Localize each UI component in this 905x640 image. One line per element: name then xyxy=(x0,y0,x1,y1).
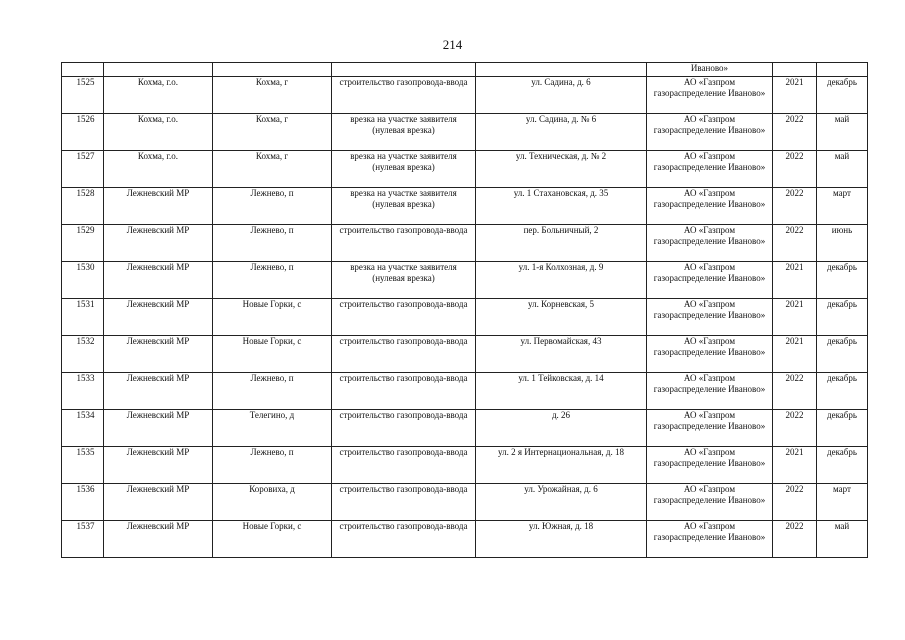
cell-year: 2021 xyxy=(773,299,817,336)
cell-locality: Коровиха, д xyxy=(213,484,332,521)
cell-number: 1530 xyxy=(62,262,104,299)
cell-address: д. 26 xyxy=(476,410,647,447)
cell-address: ул. Урожайная, д. 6 xyxy=(476,484,647,521)
cell-month: декабрь xyxy=(817,299,868,336)
cell-number: 1529 xyxy=(62,225,104,262)
cell-year: 2022 xyxy=(773,521,817,558)
cell-year: 2022 xyxy=(773,484,817,521)
cell-month: март xyxy=(817,484,868,521)
gas-connection-table xyxy=(61,62,868,558)
cell-district: Лежневский МР xyxy=(104,188,213,225)
cell-address: ул. 1 Стахановская, д. 35 xyxy=(476,188,647,225)
cell-address: ул. Южная, д. 18 xyxy=(476,521,647,558)
cell-month: май xyxy=(817,151,868,188)
cell-locality: Телегино, д xyxy=(213,410,332,447)
cell-number: 1533 xyxy=(62,373,104,410)
cell-number: 1528 xyxy=(62,188,104,225)
cell-locality: Лежнево, п xyxy=(213,225,332,262)
cell-month: декабрь xyxy=(817,77,868,114)
cell-district: Лежневский МР xyxy=(104,299,213,336)
cell-locality: Кохма, г xyxy=(213,77,332,114)
cell-organization: АО «Газпром газораспределение Иваново» xyxy=(647,262,773,299)
cell-year: 2021 xyxy=(773,447,817,484)
cell-work-type: строительство газопровода-ввода xyxy=(332,225,476,262)
cell-address: ул. Корневская, 5 xyxy=(476,299,647,336)
cell-address: ул. 2 я Интернациональная, д. 18 xyxy=(476,447,647,484)
cell-year: 2022 xyxy=(773,151,817,188)
cell-month: декабрь xyxy=(817,447,868,484)
cell-year: 2021 xyxy=(773,336,817,373)
cell-number: 1536 xyxy=(62,484,104,521)
cell-district: Кохма, г.о. xyxy=(104,114,213,151)
table-row xyxy=(62,521,868,558)
table-row xyxy=(62,336,868,373)
continuation-row xyxy=(62,63,868,77)
cell-organization: АО «Газпром газораспределение Иваново» xyxy=(647,373,773,410)
cell-number: 1534 xyxy=(62,410,104,447)
cell-number: 1532 xyxy=(62,336,104,373)
cell-organization: АО «Газпром газораспределение Иваново» xyxy=(647,336,773,373)
cell-month: декабрь xyxy=(817,336,868,373)
table-row xyxy=(62,114,868,151)
cell-number xyxy=(62,63,104,77)
cell-organization: АО «Газпром газораспределение Иваново» xyxy=(647,447,773,484)
cell-address: ул. Первомайская, 43 xyxy=(476,336,647,373)
cell-work-type: строительство газопровода-ввода xyxy=(332,447,476,484)
cell-locality: Новые Горки, с xyxy=(213,521,332,558)
table-row xyxy=(62,225,868,262)
table-row xyxy=(62,188,868,225)
cell-work-type: врезка на участке заявителя (нулевая врезка) xyxy=(332,151,476,188)
cell-month: июнь xyxy=(817,225,868,262)
cell-work-type: врезка на участке заявителя (нулевая врезка) xyxy=(332,114,476,151)
cell-organization: АО «Газпром газораспределение Иваново» xyxy=(647,410,773,447)
cell-month: май xyxy=(817,521,868,558)
cell-number: 1526 xyxy=(62,114,104,151)
table-body xyxy=(62,63,868,558)
cell-district: Лежневский МР xyxy=(104,447,213,484)
cell-locality: Лежнево, п xyxy=(213,373,332,410)
table-row xyxy=(62,262,868,299)
cell-district: Кохма, г.о. xyxy=(104,151,213,188)
cell-organization: АО «Газпром газораспределение Иваново» xyxy=(647,151,773,188)
cell-work-type: строительство газопровода-ввода xyxy=(332,373,476,410)
cell-work-type: строительство газопровода-ввода xyxy=(332,77,476,114)
table-row xyxy=(62,484,868,521)
cell-work-type: строительство газопровода-ввода xyxy=(332,521,476,558)
cell-district: Лежневский МР xyxy=(104,262,213,299)
cell-locality: Лежнево, п xyxy=(213,188,332,225)
cell-locality: Новые Горки, с xyxy=(213,299,332,336)
table-row xyxy=(62,151,868,188)
cell-district: Лежневский МР xyxy=(104,521,213,558)
cell-address: ул. 1 Тейковская, д. 14 xyxy=(476,373,647,410)
cell-district xyxy=(104,63,213,77)
cell-district: Кохма, г.о. xyxy=(104,77,213,114)
cell-year: 2022 xyxy=(773,188,817,225)
cell-work-type: строительство газопровода-ввода xyxy=(332,410,476,447)
cell-number: 1531 xyxy=(62,299,104,336)
cell-number: 1527 xyxy=(62,151,104,188)
cell-work-type xyxy=(332,63,476,77)
cell-address: ул. Садина, д. 6 xyxy=(476,77,647,114)
cell-year xyxy=(773,63,817,77)
cell-number: 1535 xyxy=(62,447,104,484)
cell-locality: Кохма, г xyxy=(213,114,332,151)
cell-district: Лежневский МР xyxy=(104,225,213,262)
table-row xyxy=(62,410,868,447)
cell-organization: АО «Газпром газораспределение Иваново» xyxy=(647,188,773,225)
table-row xyxy=(62,299,868,336)
page-number: 214 xyxy=(442,37,463,52)
cell-locality: Лежнево, п xyxy=(213,447,332,484)
cell-locality: Новые Горки, с xyxy=(213,336,332,373)
cell-locality xyxy=(213,63,332,77)
cell-number: 1525 xyxy=(62,77,104,114)
cell-year: 2021 xyxy=(773,262,817,299)
cell-month: декабрь xyxy=(817,410,868,447)
cell-organization: Иваново» xyxy=(647,63,773,77)
cell-organization: АО «Газпром газораспределение Иваново» xyxy=(647,225,773,262)
cell-locality: Лежнево, п xyxy=(213,262,332,299)
cell-address: ул. Техническая, д. № 2 xyxy=(476,151,647,188)
table-row xyxy=(62,447,868,484)
table-row xyxy=(62,77,868,114)
cell-work-type: строительство газопровода-ввода xyxy=(332,484,476,521)
cell-month: март xyxy=(817,188,868,225)
cell-district: Лежневский МР xyxy=(104,484,213,521)
cell-year: 2022 xyxy=(773,225,817,262)
cell-work-type: врезка на участке заявителя (нулевая врезка) xyxy=(332,262,476,299)
cell-district: Лежневский МР xyxy=(104,336,213,373)
cell-work-type: врезка на участке заявителя (нулевая врезка) xyxy=(332,188,476,225)
cell-year: 2021 xyxy=(773,77,817,114)
cell-organization: АО «Газпром газораспределение Иваново» xyxy=(647,484,773,521)
cell-district: Лежневский МР xyxy=(104,373,213,410)
cell-address: пер. Больничный, 2 xyxy=(476,225,647,262)
cell-month: декабрь xyxy=(817,262,868,299)
cell-address: ул. 1-я Колхозная, д. 9 xyxy=(476,262,647,299)
cell-year: 2022 xyxy=(773,114,817,151)
cell-district: Лежневский МР xyxy=(104,410,213,447)
cell-organization: АО «Газпром газораспределение Иваново» xyxy=(647,521,773,558)
cell-work-type: строительство газопровода-ввода xyxy=(332,299,476,336)
cell-locality: Кохма, г xyxy=(213,151,332,188)
cell-month xyxy=(817,63,868,77)
cell-organization: АО «Газпром газораспределение Иваново» xyxy=(647,299,773,336)
cell-organization: АО «Газпром газораспределение Иваново» xyxy=(647,77,773,114)
cell-year: 2022 xyxy=(773,373,817,410)
cell-number: 1537 xyxy=(62,521,104,558)
cell-month: декабрь xyxy=(817,373,868,410)
cell-month: май xyxy=(817,114,868,151)
cell-year: 2022 xyxy=(773,410,817,447)
cell-organization: АО «Газпром газораспределение Иваново» xyxy=(647,114,773,151)
cell-address: ул. Садина, д. № 6 xyxy=(476,114,647,151)
table-row xyxy=(62,373,868,410)
cell-address xyxy=(476,63,647,77)
cell-work-type: строительство газопровода-ввода xyxy=(332,336,476,373)
